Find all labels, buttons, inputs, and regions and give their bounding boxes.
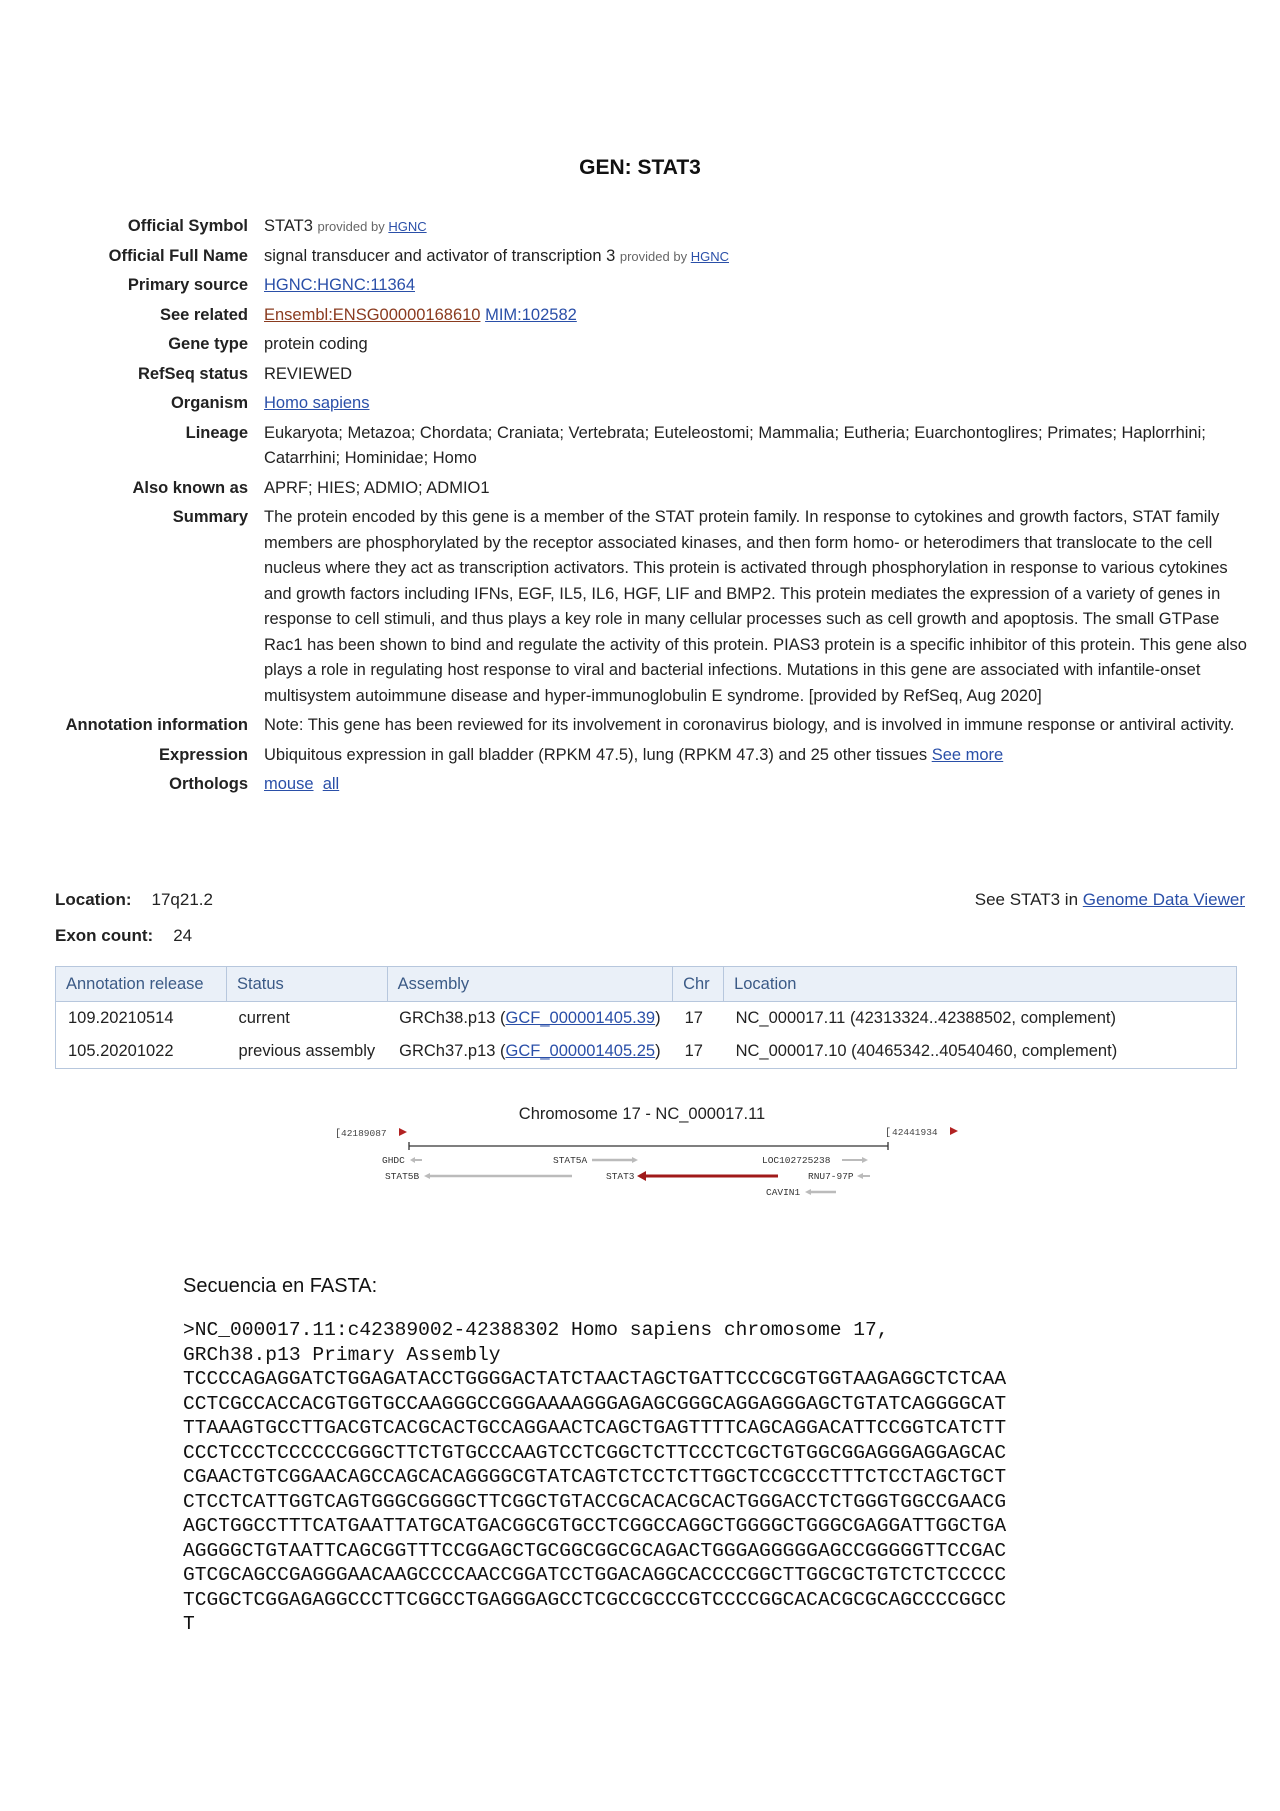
value-gene-type: protein coding xyxy=(264,335,368,353)
row-expression xyxy=(48,741,1248,771)
table-row xyxy=(56,1035,1237,1069)
label-annotation-information: Annotation information xyxy=(65,716,248,734)
gene-label-stat3[interactable]: STAT3 xyxy=(606,1171,635,1182)
genome-data-viewer-link[interactable]: Genome Data Viewer xyxy=(1082,890,1245,909)
row-see-related xyxy=(48,301,1248,331)
header-assembly: Assembly xyxy=(387,967,672,1002)
row-official-full-name xyxy=(48,242,1248,272)
cell-assembly: GRCh38.p13 (GCF_000001405.39) xyxy=(399,1009,661,1027)
exon-count-line xyxy=(55,926,192,946)
cell-chr: 17 xyxy=(684,1009,703,1027)
fasta-block xyxy=(183,1318,1006,1637)
label-gene-type: Gene type xyxy=(168,335,248,353)
gene-arrow-icon xyxy=(632,1157,638,1163)
gene-label-stat5a[interactable]: STAT5A xyxy=(553,1155,588,1166)
gene-arrow-icon xyxy=(637,1171,646,1181)
provided-prefix: provided by xyxy=(619,248,688,264)
hgnc-link[interactable]: HGNC xyxy=(388,219,427,234)
value-also-known-as: APRF; HIES; ADMIO; ADMIO1 xyxy=(264,478,490,497)
value-official-symbol xyxy=(264,212,1248,242)
cell-release: 109.20210514 xyxy=(68,1009,174,1027)
label-summary: Summary xyxy=(172,508,248,526)
value-official-full-name xyxy=(264,242,1248,272)
cell-status: current xyxy=(238,1009,290,1027)
label-refseq-status: RefSeq status xyxy=(137,364,248,383)
row-refseq-status xyxy=(48,360,1248,390)
row-gene-type xyxy=(48,330,1248,360)
header-location: Location xyxy=(724,967,1237,1002)
location-line xyxy=(55,890,213,910)
see-more-link[interactable]: See more xyxy=(931,745,1004,764)
primary-source-link[interactable]: HGNC:HGNC:11364 xyxy=(264,276,415,294)
row-organism xyxy=(48,389,1248,419)
chromosome-title: Chromosome 17 - NC_000017.11 xyxy=(518,1105,766,1123)
gene-arrow-icon xyxy=(857,1173,863,1179)
left-coord: 42189087 xyxy=(341,1128,387,1139)
table-row xyxy=(56,1002,1237,1036)
cell-status: previous assembly xyxy=(238,1042,376,1060)
right-arrow-icon[interactable] xyxy=(950,1127,958,1135)
assembly-name: GRCh37.p13 xyxy=(399,1042,496,1060)
value-expression: Ubiquitous expression in gall bladder (RPKM 47.5), lung (RPKM 47.3) and 25 other tissues xyxy=(264,745,928,764)
value-lineage: Eukaryota; Metazoa; Chordata; Craniata; Vertebrata; Euteleostomi; Mammalia; Eutheria; Euarchontoglires; Primates; Haplorrhini; Catarrhini; Hominidae; Homo xyxy=(264,423,1206,467)
location-label: Location: xyxy=(55,890,132,909)
left-arrow-icon[interactable] xyxy=(399,1128,407,1136)
gene-arrow-icon xyxy=(410,1157,415,1163)
official-full-name: signal transducer and activator of transcription 3 xyxy=(264,246,616,265)
provided-by xyxy=(620,249,729,264)
value-refseq-status: REVIEWED xyxy=(264,364,353,383)
row-lineage xyxy=(48,419,1248,474)
provided-prefix: provided by xyxy=(317,219,385,234)
row-official-symbol xyxy=(48,212,1248,242)
gene-arrow-icon xyxy=(805,1189,811,1195)
location-value: 17q21.2 xyxy=(151,890,213,909)
fasta-sequence: TCCCCAGAGGATCTGGAGATACCTGGGGACTATCTAACTAGCTGATTCCCGCGTGGTAAGAGGCTCTCAA CCTCGCCACCACGTGGTGCCAAGGGCCGGGAAAAGGGAGAGCGGGCAGGAGGGAGCTGTATCAGGGGCAT TTAAAGTGCCTTGACGTCACGCACTGCCAGGAACTCAGCTGAGTTTTCAGCAGGACATTCCGGTCATCTT CCCTCCCTCCCCCCGGGCTTCTGTGCCCAAGTCCTCGGCTCTTCCCTCGCTGTGGCGGAGGGAGGAGCAC CGAACTGTCGGAACAGCCAGCACAGGGGCGTATCAGTCTCCTCTTGGCTCCGCCCTTTCTCCTAGCTGCT CTCCTCATTGGTCAGTGGGCGGGGCTTCGGCTGTACCGCACACGCACTGGGACCTCTGGGTGGCCGAACG AGCTGGCCTTTCATGAATTATGCATGACGGCGTGCCTCGGCCAGGCTGGGGCTGGGCGAGGATTGGCTGA AGGGGCTGTAATTCAGCGGTTTCCGGAGCTGCGGCGGCGCAGACTGGGAGGGGGAGCCGGGGGTTCCGAC GTCGCAGCCGAGGGAACAAGCCCCAACCGGATCCTGGACAGGCACCCCGGCTTGGCGCTGTCTCTCCCCC TCGGCTCGGAGAGGCCCTTCGGCCTGAGGGAGCCTCGCCGCCCGTCCCCGGCACACGCGCAGCCCCGGCC T xyxy=(183,1368,1007,1635)
label-primary-source: Primary source xyxy=(127,276,248,294)
assembly-link[interactable]: GCF_000001405.25 xyxy=(505,1042,656,1060)
orthologs-mouse-link[interactable]: mouse xyxy=(264,775,314,793)
row-annotation-information xyxy=(48,711,1248,741)
row-primary-source xyxy=(48,271,1248,301)
assembly-link[interactable]: GCF_000001405.39 xyxy=(505,1009,656,1027)
right-coord: 42441934 xyxy=(892,1127,938,1138)
gene-label-cavin1[interactable]: CAVIN1 xyxy=(766,1187,801,1198)
gene-summary-table xyxy=(48,212,1248,800)
value-summary: The protein encoded by this gene is a member of the STAT protein family. In response to cytokines and growth factors, STAT family members are phosphorylated by the receptor associated kinases, and then form homo- or heterodimers that translocate to the cell nucleus where they act as transcription activators. This protein is activated through phosphorylation in response to various cytokines and growth factors including IFNs, EGF, IL5, IL6, HGF, LIF and BMP2. This protein mediates the expression of a variety of genes in response to cell stimuli, and thus plays a key role in many cellular processes such as cell growth and apoptosis. The small GTPase Rac1 has been shown to bind and regulate the activity of this protein. PIAS3 protein is a specific inhibitor of this protein. This gene also plays a role in regulating host response to viral and bacterial infections. Mutations in this gene are associated with infantile-onset multisystem autoimmune disease and hyper-immunoglobulin E syndrome. [provided by RefSeq, Aug 2020] xyxy=(264,508,1247,705)
fasta-heading: Secuencia en FASTA: xyxy=(183,1275,378,1297)
mim-link[interactable]: MIM:102582 xyxy=(485,305,577,324)
assembly-header-row xyxy=(56,967,1237,1002)
ensembl-link[interactable]: Ensembl:ENSG00000168610 xyxy=(264,305,481,324)
fasta-header-line: >NC_000017.11:c42389002-42388302 Homo sapiens chromosome 17, xyxy=(183,1319,889,1341)
official-symbol: STAT3 xyxy=(264,217,313,235)
exon-count-label: Exon count: xyxy=(55,926,154,945)
label-official-symbol: Official Symbol xyxy=(127,217,248,235)
label-official-full-name: Official Full Name xyxy=(108,246,248,265)
orthologs-all-link[interactable]: all xyxy=(322,775,340,793)
genome-viewer-prefix: See STAT3 in xyxy=(974,890,1079,909)
gene-label-loc102725238[interactable]: LOC102725238 xyxy=(762,1155,831,1166)
assembly-table xyxy=(55,966,1237,1069)
cell-release: 105.20201022 xyxy=(68,1042,174,1060)
row-summary xyxy=(48,503,1248,711)
left-coord-bracket: [ xyxy=(335,1129,342,1140)
fasta-header-line: GRCh38.p13 Primary Assembly xyxy=(183,1343,501,1366)
right-coord-bracket: [ xyxy=(885,1128,892,1139)
cell-chr: 17 xyxy=(684,1042,703,1060)
value-annotation-information: Note: This gene has been reviewed for its involvement in coronavirus biology, and is involved in immune response or antiviral activity. xyxy=(264,716,1235,734)
gene-label-rnu7-97p[interactable]: RNU7-97P xyxy=(808,1171,854,1182)
genome-viewer-line xyxy=(975,890,1245,910)
label-orthologs: Orthologs xyxy=(169,775,248,793)
provided-by xyxy=(318,219,427,234)
cell-assembly: GRCh37.p13 (GCF_000001405.25) xyxy=(399,1042,661,1060)
cell-location: NC_000017.10 (40465342..40540460, complement) xyxy=(735,1042,1118,1060)
gene-arrow-icon xyxy=(862,1157,868,1163)
gene-arrow-icon xyxy=(424,1173,430,1179)
cell-location: NC_000017.11 (42313324..42388502, complement) xyxy=(735,1009,1116,1027)
label-organism: Organism xyxy=(170,394,248,412)
gene-label-stat5b[interactable]: STAT5B xyxy=(385,1171,420,1182)
label-lineage: Lineage xyxy=(185,423,248,442)
hgnc-link[interactable]: HGNC xyxy=(690,248,729,264)
header-annotation-release: Annotation release xyxy=(56,967,227,1002)
row-orthologs xyxy=(48,770,1248,800)
header-status: Status xyxy=(227,967,388,1002)
assembly-name: GRCh38.p13 xyxy=(399,1009,496,1027)
gene-label-ghdc[interactable]: GHDC xyxy=(382,1155,405,1166)
chromosome-graphic xyxy=(320,1100,980,1210)
header-chr: Chr xyxy=(673,967,724,1002)
row-also-known-as xyxy=(48,474,1248,504)
label-see-related: See related xyxy=(159,305,248,324)
page-title: GEN: STAT3 xyxy=(579,156,701,179)
label-also-known-as: Also known as xyxy=(132,478,248,497)
label-expression: Expression xyxy=(159,745,248,764)
organism-link[interactable]: Homo sapiens xyxy=(264,394,370,412)
exon-count-value: 24 xyxy=(173,926,193,945)
